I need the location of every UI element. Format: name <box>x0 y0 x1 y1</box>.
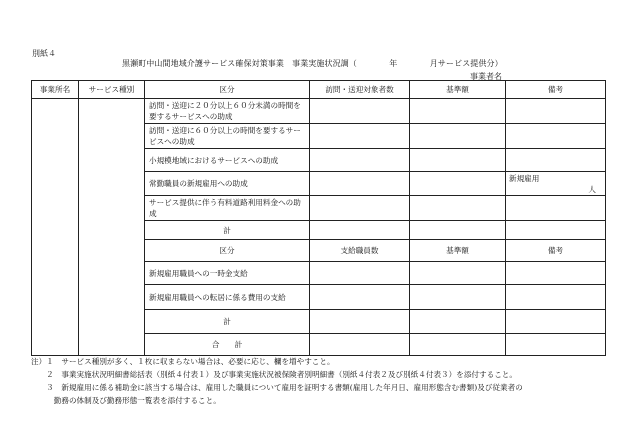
remarks-cell[interactable] <box>506 262 606 285</box>
note-1: 注）１ サービス種別が多く、１枚に収まらない場合は、必要に応じ、欄を増やすこと。 <box>31 357 335 366</box>
note-3-continued: 勤務の体制及び勤務形態一覧表を添付すること。 <box>31 396 221 405</box>
note-2: ２ 事業実施状況明細書総括表（別紙４付表１）及び事業実施状況被保険者別明細書（別紙４付表２及び別紙４付表３）を添付すること。 <box>31 370 517 379</box>
remarks-cell[interactable] <box>506 149 606 172</box>
visit-count-cell[interactable] <box>310 172 410 196</box>
subtotal-base-amount-cell[interactable] <box>410 310 506 334</box>
table-row <box>32 99 606 124</box>
new-hire-unit: 人 <box>588 185 596 194</box>
total-remarks-cell[interactable] <box>506 334 606 356</box>
category-item: 新規雇用職員への一時金支給 <box>145 262 310 285</box>
table-header-row <box>32 81 606 99</box>
header2-paid-staff: 支給職員数 <box>310 240 410 262</box>
operator-name-label: 事業者名 <box>470 72 502 81</box>
subtotal-label: 計 <box>145 310 310 334</box>
header-office: 事業所名 <box>32 81 79 99</box>
header-category: 区分 <box>145 81 310 99</box>
category-item: 新規雇用職員への転居に係る費用の支給 <box>145 285 310 310</box>
header-service-type: サービス種別 <box>79 81 145 99</box>
header-base-amount: 基準額 <box>410 81 506 99</box>
base-amount-cell[interactable] <box>410 285 506 310</box>
service-type-cell[interactable] <box>79 99 145 356</box>
header-remarks: 備考 <box>506 81 606 99</box>
base-amount-cell[interactable] <box>410 172 506 196</box>
base-amount-cell[interactable] <box>410 262 506 285</box>
category-item: サービス提供に伴う有料道路利用料金への助成 <box>145 196 310 221</box>
visit-count-cell[interactable] <box>310 99 410 124</box>
subtotal-paid-staff-cell[interactable] <box>310 310 410 334</box>
total-count-cell[interactable] <box>310 334 410 356</box>
visit-count-cell[interactable] <box>310 124 410 149</box>
subtotal-base-amount-cell[interactable] <box>410 221 506 240</box>
subtotal-remarks-cell[interactable] <box>506 310 606 334</box>
form-number: 別紙４ <box>32 49 56 58</box>
remarks-cell[interactable] <box>506 99 606 124</box>
base-amount-cell[interactable] <box>410 99 506 124</box>
visit-count-cell[interactable] <box>310 196 410 221</box>
header2-category: 区分 <box>145 240 310 262</box>
new-hire-label: 新規雇用 <box>509 174 540 183</box>
category-item: 訪問・送迎に６０分以上の時間を要するサービスへの助成 <box>145 124 310 149</box>
total-label: 合 計 <box>145 334 310 356</box>
remarks-cell[interactable] <box>506 196 606 221</box>
paid-staff-cell[interactable] <box>310 262 410 285</box>
status-table <box>31 80 606 356</box>
base-amount-cell[interactable] <box>410 124 506 149</box>
category-item: 小規模地域におけるサービスへの助成 <box>145 149 310 172</box>
note-3: ３ 新規雇用に係る補助金に該当する場合は、雇用した職員について雇用を証明する書類(雇用した年月日、雇用形態含む書類)及び従業者の <box>31 383 523 392</box>
remarks-cell[interactable] <box>506 124 606 149</box>
paid-staff-cell[interactable] <box>310 285 410 310</box>
base-amount-cell[interactable] <box>410 149 506 172</box>
subtotal-visit-count-cell[interactable] <box>310 221 410 240</box>
category-item: 常勤職員の新規雇用への助成 <box>145 172 310 196</box>
remarks-cell[interactable] <box>506 285 606 310</box>
header-visit-count: 訪問・送迎対象者数 <box>310 81 410 99</box>
document-title: 黒瀬町中山間地域介護サービス確保対策事業 事業実施状況調（ 年 月サービス提供分） <box>122 59 503 68</box>
office-name-cell[interactable] <box>32 99 79 356</box>
new-hire-remarks-cell[interactable] <box>506 172 606 196</box>
visit-count-cell[interactable] <box>310 149 410 172</box>
subtotal-remarks-cell[interactable] <box>506 221 606 240</box>
header2-remarks: 備考 <box>506 240 606 262</box>
category-item: 訪問・送迎に２０分以上６０分未満の時間を要するサービスへの助成 <box>145 99 310 124</box>
total-base-amount-cell[interactable] <box>410 334 506 356</box>
base-amount-cell[interactable] <box>410 196 506 221</box>
header2-base-amount: 基準額 <box>410 240 506 262</box>
subtotal-label: 計 <box>145 221 310 240</box>
